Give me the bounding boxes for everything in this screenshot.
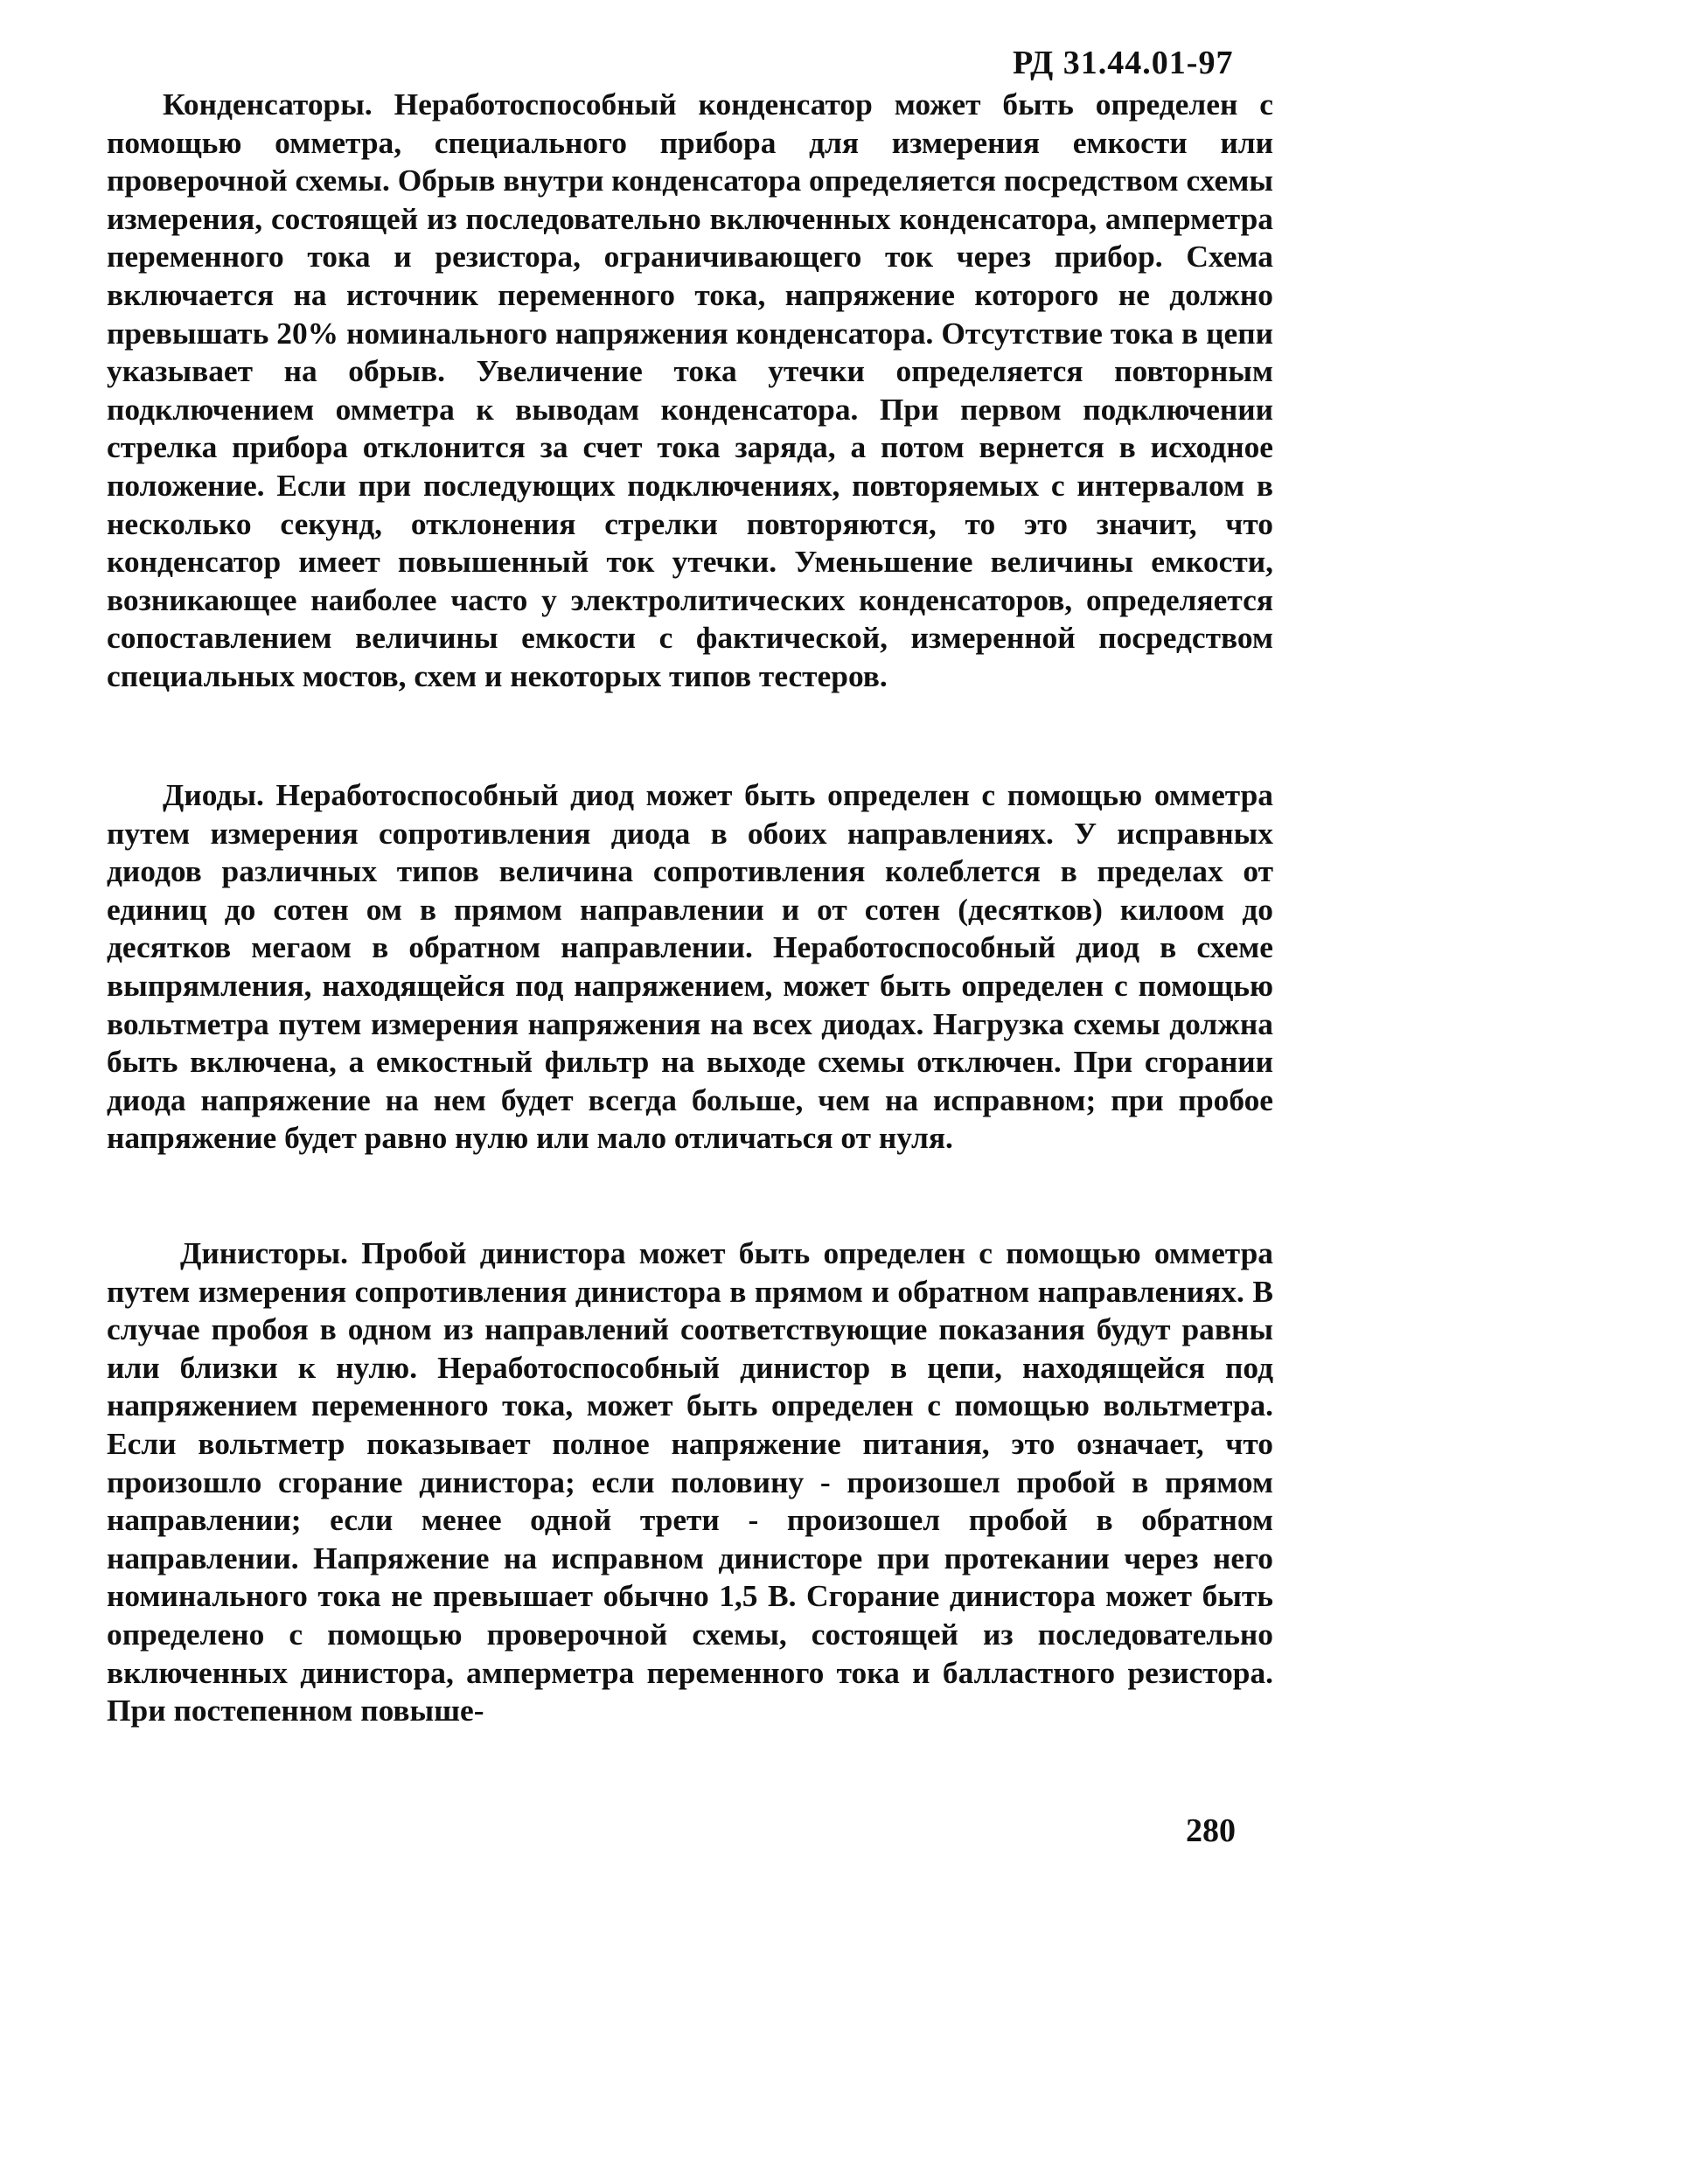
- paragraph-dinistors-lead: Динисторы.: [180, 1235, 349, 1270]
- paragraph-capacitors-text: Неработоспособный конденсатор может быть определен с помощью омметра, специального прибора для измерения емкости или проверочной схемы. Обрыв внутри конденсатора определяется посредством схемы измерения, состоящей из последовательно включенных конденсатора, амперметра переменного тока и резистора, ограничивающего ток через прибор. Схема включается на источник переменного тока, напряжение которого не должно превышать 20% номинального напряжения конденсатора. Отсутствие тока в цепи указывает на обрыв. Увеличение тока утечки определяется повторным подключением омметра к выводам конденсатора. При первом подключении стрелка прибора отклонится за счет тока заряда, а потом вернется в исходное положение. Если при последующих подключениях, повторяемых с интервалом в несколько секунд, отклонения стрелки повторяются, то это значит, что конденсатор имеет повышенный ток утечки. Уменьшение величины емкости, возникающее наиболее часто у электролитических конденсаторов, определяется сопоставлением величины емкости с фактической, измеренной посредством специальных мостов, схем и некоторых типов тестеров.: [107, 87, 1273, 693]
- document-code: РД 31.44.01-97: [1013, 45, 1234, 81]
- paragraph-dinistors: [107, 1235, 1273, 1730]
- paragraph-diodes-body: [107, 776, 1273, 1158]
- paragraph-capacitors-body: [107, 86, 1273, 696]
- page-number: 280: [1186, 1812, 1236, 1849]
- paragraph-dinistors-body: [107, 1235, 1273, 1730]
- paragraph-diodes-text: Неработоспособный диод может быть определен с помощью омметра путем измерения сопротивления диода в обоих направлениях. У исправных диодов различных типов величина сопротивления колеблется в пределах от единиц до сотен ом в прямом направлении и от сотен (десятков) килоом до десятков мегаом в обратном направлении. Неработоспособный диод в схеме выпрямления, находящейся под напряжением, может быть определен с помощью вольтметра путем измерения напряжения на всех диодах. Нагрузка схемы должна быть включена, а емкостный фильтр на выходе схемы отключен. При сгорании диода напряжение на нем будет всегда больше, чем на исправном; при пробое напряжение будет равно нулю или мало отличаться от нуля.: [107, 777, 1273, 1156]
- paragraph-diodes: [107, 776, 1273, 1158]
- paragraph-diodes-lead: Диоды.: [163, 777, 264, 812]
- paragraph-capacitors-lead: Конденсаторы.: [163, 87, 373, 122]
- paragraph-capacitors: [107, 86, 1273, 696]
- paragraph-dinistors-text: Пробой динистора может быть определен с помощью омметра путем измерения сопротивления динистора в прямом и обратном направлениях. В случае пробоя в одном из направлений соответствующие показания будут равны или близки к нулю. Неработоспособный динистор в цепи, находящейся под напряжением переменного тока, может быть определен с помощью вольтметра. Если вольтметр показывает полное напряжение питания, это означает, что произошло сгорание динистора; если половину - произошел пробой в прямом направлении; если менее одной трети - произошел пробой в обратном направлении. Напряжение на исправном динисторе при протекании через него номинального тока не превышает обычно 1,5 В. Сгорание динистора может быть определено с помощью проверочной схемы, состоящей из последовательно включенных динистора, амперметра переменного тока и балластного резистора. При постепенном повыше-: [107, 1235, 1273, 1728]
